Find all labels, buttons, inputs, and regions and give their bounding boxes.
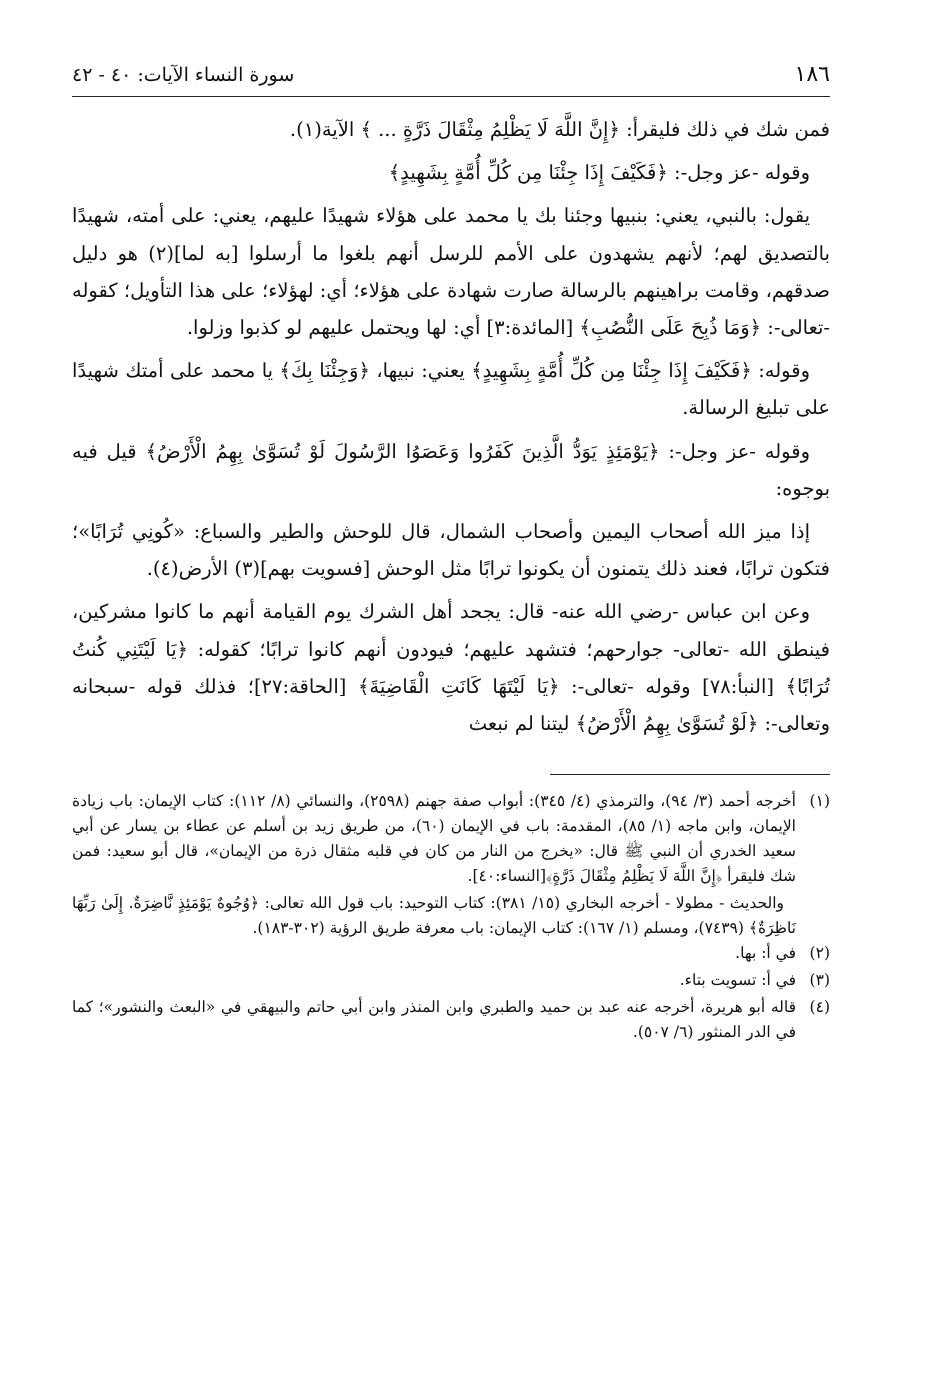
footnote-number: (٤) xyxy=(809,998,830,1017)
footnote-continuation: والحديث - مطولا - أخرجه البخاري (١٥/ ٣٨١): كتاب التوحيد: باب قول الله تعالى: ﴿وُجُوهٌ يَوْمَئِذٍ نَّاضِرَةٌ. إِلَىٰ رَبِّهَا نَاظِرَةٌ﴾ (٧٤٣٩)، ومسلم (١/ ١٦٧): كتاب الإيمان: باب معرفة طريق الرؤية (٣٠٢-١٨٣). xyxy=(72,894,796,938)
page-header xyxy=(72,56,830,97)
paragraph: وقوله -عز وجل-: ﴿يَوْمَئِذٍ يَوَدُّ الَّذِينَ كَفَرُوا وَعَصَوُا الرَّسُولَ لَوْ تُسَوَّىٰ بِهِمُ الْأَرْضُ﴾ قيل فيه بوجوه: xyxy=(72,439,830,500)
paragraph: إذا ميز الله أصحاب اليمين وأصحاب الشمال، قال للوحش والطير والسباع: «كُونِي تُرَابًا»؛ فتكون ترابًا، فعند ذلك يتمنون أن يكونوا ترابًا مثل الوحش [فسويت بهم](٣) الأرض(٤). xyxy=(72,520,830,581)
footnote-text: أخرجه أحمد (٣/ ٩٤)، والترمذي (٤/ ٣٤٥): أبواب صفة جهنم (٢٥٩٨)، والنسائي (٨/ ١١٢): كتاب الإيمان: باب زيادة الإيمان، وابن ماجه (١/ ٨٥)، المقدمة: باب في الإيمان (٦٠)، من طريق زيد بن أسلم عن عطاء بن يسار عن أبي سعيد الخدري أن النبي ﷺ قال: «يخرج من النار من كان في قلبه مثقال ذرة من الإيمان»، قال أبو سعيد: فمن شك فليقرأ ﴿إِنَّ اللَّهَ لَا يَظْلِمُ مِثْقَالَ ذَرَّةٍ﴾[النساء:٤٠]. xyxy=(72,792,796,886)
footnote xyxy=(72,789,830,889)
paragraph: وقوله: ﴿فَكَيْفَ إِذَا جِئْنَا مِن كُلِّ أُمَّةٍ بِشَهِيدٍ﴾ يعني: نبيها، ﴿وَجِئْنَا بِكَ﴾ يا محمد على أمتك شهيدًا على تبليغ الرسالة. xyxy=(72,359,830,420)
footnote-separator xyxy=(550,774,830,775)
running-title: سورة النساء الآيات: ٤٠ - ٤٢ xyxy=(72,64,295,86)
footnote-text: في أ: تسويت بتاء. xyxy=(679,971,796,990)
paragraph: فمن شك في ذلك فليقرأ: ﴿إِنَّ اللَّهَ لَا يَظْلِمُ مِثْقَالَ ذَرَّةٍ ... ﴾ الآية(١). xyxy=(289,118,830,141)
footnotes xyxy=(72,789,830,1045)
main-text xyxy=(72,111,830,742)
footnote xyxy=(72,995,830,1045)
paragraph: يقول: بالنبي، يعني: بنبيها وجئنا بك يا محمد على هؤلاء شهيدًا عليهم، يعني: على أمته، شهيدًا بالتصديق لهم؛ لأنهم يشهدون على الأمم للرسل أنهم بلغوا ما أرسلوا [به لما](٢) هو دليل صدقهم، وقامت براهينهم بالرسالة صارت شهادة على هؤلاء؛ أي: لهؤلاء؛ على هذا التأويل؛ كقوله -تعالى-: ﴿وَمَا ذُبِحَ عَلَى النُّصُبِ﴾ [المائدة:٣] أي: لها ويحتمل عليهم لو كذبوا وزلوا. xyxy=(72,204,830,340)
paragraph: وعن ابن عباس -رضي الله عنه- قال: يجحد أهل الشرك يوم القيامة أنهم ما كانوا مشركين، فينطق الله -تعالى- جوارحهم؛ فتشهد عليهم؛ فيودون أنهم كانوا ترابًا؛ كقوله: ﴿يَا لَيْتَنِي كُنتُ تُرَابًا﴾ [النبأ:٧٨] وقوله -تعالى-: ﴿يَا لَيْتَهَا كَانَتِ الْقَاضِيَةَ﴾ [الحاقة:٢٧]؛ فذلك قوله -سبحانه وتعالى-: ﴿لَوْ تُسَوَّىٰ بِهِمُ الْأَرْضُ﴾ ليتنا لم نبعث xyxy=(72,600,830,736)
footnote-number: (٢) xyxy=(809,944,830,963)
book-page xyxy=(72,56,830,1047)
footnote xyxy=(72,968,830,993)
footnote-text: في أ: بها. xyxy=(735,944,796,963)
paragraph: وقوله -عز وجل-: ﴿فَكَيْفَ إِذَا جِئْنَا مِن كُلِّ أُمَّةٍ بِشَهِيدٍ﴾ xyxy=(388,161,810,185)
footnote-number: (٣) xyxy=(809,971,830,990)
footnote-number: (١) xyxy=(809,792,830,811)
footnote xyxy=(72,941,830,966)
footnote-text: قاله أبو هريرة، أخرجه عنه عبد بن حميد والطبري وابن المنذر وابن أبي حاتم والبيهقي في «البعث والنشور»؛ كما في الدر المنثور (٦/ ٥٠٧). xyxy=(72,998,796,1042)
page-number: ١٨٦ xyxy=(794,62,830,87)
